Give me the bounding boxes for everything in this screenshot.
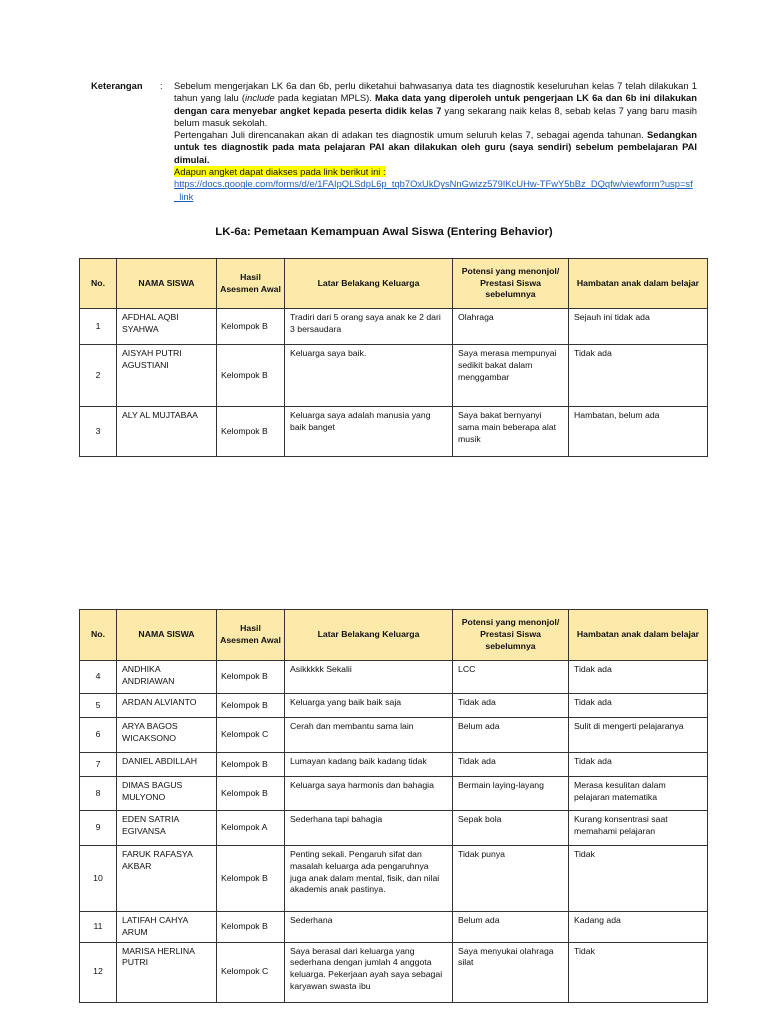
row-number: 7: [80, 753, 117, 777]
student-potential: Belum ada: [453, 912, 569, 943]
family-background: Asikkkkk Sekalii: [285, 661, 453, 694]
header-potensi: Potensi yang menonjol/ Prestasi Siswa sebelumnya: [453, 610, 569, 661]
row-number: 10: [80, 846, 117, 912]
table-row: [80, 694, 708, 718]
student-name: LATIFAH CAHYA ARUM: [117, 912, 217, 943]
table-row: [80, 753, 708, 777]
table-row: [80, 811, 708, 846]
highlighted-link-intro: Adapun angket dapat diakses pada link berikut ini :: [174, 166, 386, 178]
p1-text-c: pada kegiatan MPLS).: [274, 92, 376, 104]
p2-text-a: Pertengahan Juli direncanakan akan di adakan tes diagnostik umum seluruh kelas 7, sebagai agenda tahunan.: [174, 129, 647, 141]
student-potential: Tidak ada: [453, 694, 569, 718]
table-row: [80, 777, 708, 811]
header-hasil: Hasil Asesmen Awal: [217, 610, 285, 661]
table-header-row: [80, 259, 708, 309]
assessment-group: Kelompok B: [217, 345, 285, 407]
family-background: Tradiri dari 5 orang saya anak ke 2 dari 3 bersaudara: [285, 309, 453, 345]
learning-obstacle: Kurang konsentrasi saat memahami pelajaran: [569, 811, 708, 846]
learning-obstacle: Merasa kesulitan dalam pelajaran matematika: [569, 777, 708, 811]
student-name: ARDAN ALVIANTO: [117, 694, 217, 718]
assessment-group: Kelompok B: [217, 309, 285, 345]
worksheet-title: LK-6a: Pemetaan Kemampuan Awal Siswa (Entering Behavior): [215, 226, 553, 238]
table-row: [80, 661, 708, 694]
table-row: [80, 912, 708, 943]
header-no: No.: [80, 259, 117, 309]
keterangan-body: [174, 80, 697, 203]
student-name: MARISA HERLINA PUTRI: [117, 942, 217, 1002]
google-form-link[interactable]: https://docs.google.com/forms/d/e/1FAIpQLSdpL6p_tqb7OxUkDysNnGwizz579IKcUHw-TFwY5bBz_DQqfw/viewform?usp=sf_link: [174, 178, 693, 202]
assessment-group: Kelompok C: [217, 942, 285, 1002]
learning-obstacle: Kadang ada: [569, 912, 708, 943]
student-name: DANIEL ABDILLAH: [117, 753, 217, 777]
row-number: 6: [80, 718, 117, 753]
student-name: AISYAH PUTRI AGUSTIANI: [117, 345, 217, 407]
keterangan-link-line: [174, 178, 697, 203]
learning-obstacle: Tidak: [569, 846, 708, 912]
p2-bold: Sedangkan untuk tes diagnostik pada mata pelajaran PAI akan dilakukan oleh guru (saya sendiri) sebelum pembelajaran PAI dimulai.: [174, 129, 697, 165]
table-row: [80, 718, 708, 753]
student-name: ALY AL MUJTABAA: [117, 407, 217, 457]
table-row: [80, 309, 708, 345]
learning-obstacle: Tidak ada: [569, 345, 708, 407]
assessment-group: Kelompok B: [217, 661, 285, 694]
row-number: 1: [80, 309, 117, 345]
student-name: ARYA BAGOS WICAKSONO: [117, 718, 217, 753]
table-header-row: [80, 610, 708, 661]
student-name: FARUK RAFASYA AKBAR: [117, 846, 217, 912]
family-background: Sederhana: [285, 912, 453, 943]
assessment-group: Kelompok A: [217, 811, 285, 846]
student-potential: Olahraga: [453, 309, 569, 345]
assessment-group: Kelompok B: [217, 694, 285, 718]
row-number: 3: [80, 407, 117, 457]
student-potential: Saya merasa mempunyai sedikit bakat dalam menggambar: [453, 345, 569, 407]
header-hambatan: Hambatan anak dalam belajar: [569, 259, 708, 309]
student-potential: LCC: [453, 661, 569, 694]
student-potential: Saya bakat bernyanyi sama main beberapa alat musik: [453, 407, 569, 457]
assessment-group: Kelompok C: [217, 718, 285, 753]
learning-obstacle: Sulit di mengerti pelajaranya: [569, 718, 708, 753]
student-table-1: [79, 258, 708, 457]
family-background: Saya berasal dari keluarga yang sederhana dengan jumlah 4 anggota keluarga. Pekerjaan ayah saya sebagai karyawan swasta ibu: [285, 942, 453, 1002]
keterangan-paragraph-1: [174, 80, 697, 129]
row-number: 11: [80, 912, 117, 943]
header-nama: NAMA SISWA: [117, 610, 217, 661]
row-number: 2: [80, 345, 117, 407]
learning-obstacle: Tidak ada: [569, 753, 708, 777]
header-potensi: Potensi yang menonjol/ Prestasi Siswa sebelumnya: [453, 259, 569, 309]
student-table-2: [79, 609, 708, 1003]
header-latar: Latar Belakang Keluarga: [285, 610, 453, 661]
assessment-group: Kelompok B: [217, 407, 285, 457]
family-background: Keluarga yang baik baik saja: [285, 694, 453, 718]
assessment-group: Kelompok B: [217, 777, 285, 811]
assessment-group: Kelompok B: [217, 846, 285, 912]
family-background: Lumayan kadang baik kadang tidak: [285, 753, 453, 777]
student-name: DIMAS BAGUS MULYONO: [117, 777, 217, 811]
header-hambatan: Hambatan anak dalam belajar: [569, 610, 708, 661]
family-background: Sederhana tapi bahagia: [285, 811, 453, 846]
keterangan-paragraph-2: [174, 129, 697, 166]
p1-bold: Maka data yang diperoleh untuk pengerjaan LK 6a dan 6b ini dilakukan dengan cara menyebar angket kepada peserta didik kelas 7: [174, 92, 697, 116]
header-latar: Latar Belakang Keluarga: [285, 259, 453, 309]
assessment-group: Kelompok B: [217, 912, 285, 943]
learning-obstacle: Tidak: [569, 942, 708, 1002]
learning-obstacle: Hambatan, belum ada: [569, 407, 708, 457]
row-number: 12: [80, 942, 117, 1002]
student-potential: Belum ada: [453, 718, 569, 753]
learning-obstacle: Tidak ada: [569, 694, 708, 718]
student-name: ANDHIKA ANDRIAWAN: [117, 661, 217, 694]
keterangan-block: [91, 80, 697, 203]
keterangan-label: Keterangan: [91, 80, 143, 91]
family-background: Keluarga saya adalah manusia yang baik banget: [285, 407, 453, 457]
keterangan-colon: :: [160, 80, 163, 91]
student-potential: Sepak bola: [453, 811, 569, 846]
table-row: [80, 407, 708, 457]
row-number: 8: [80, 777, 117, 811]
student-potential: Tidak punya: [453, 846, 569, 912]
assessment-group: Kelompok B: [217, 753, 285, 777]
student-potential: Tidak ada: [453, 753, 569, 777]
p1-text-e: yang sekarang naik kelas 8, sebab kelas 7 yang baru masih belum masuk sekolah.: [174, 104, 697, 128]
keterangan-paragraph-3: [174, 166, 697, 178]
student-name: AFDHAL AQBI SYAHWA: [117, 309, 217, 345]
table-row: [80, 846, 708, 912]
student-name: EDEN SATRIA EGIVANSA: [117, 811, 217, 846]
header-no: No.: [80, 610, 117, 661]
p1-text-a: Sebelum mengerjakan LK 6a dan 6b, perlu diketahui bahwasanya data tes diagnostik keseluruhan kelas 7 telah dilakukan 1 tahun yang lalu (: [174, 80, 697, 104]
learning-obstacle: Tidak ada: [569, 661, 708, 694]
row-number: 4: [80, 661, 117, 694]
table-row: [80, 942, 708, 1002]
student-potential: Bermain laying-layang: [453, 777, 569, 811]
row-number: 5: [80, 694, 117, 718]
p1-italic: include: [245, 92, 275, 104]
student-potential: Saya menyukai olahraga silat: [453, 942, 569, 1002]
family-background: Cerah dan membantu sama lain: [285, 718, 453, 753]
family-background: Keluarga saya baik.: [285, 345, 453, 407]
header-hasil: Hasil Asesmen Awal: [217, 259, 285, 309]
family-background: Penting sekali. Pengaruh sifat dan masalah keluarga ada pengaruhnya juga anak dalam mental, fisik, dan nilai akademis anak pastinya.: [285, 846, 453, 912]
row-number: 9: [80, 811, 117, 846]
learning-obstacle: Sejauh ini tidak ada: [569, 309, 708, 345]
family-background: Keluarga saya harmonis dan bahagia: [285, 777, 453, 811]
table-row: [80, 345, 708, 407]
header-nama: NAMA SISWA: [117, 259, 217, 309]
